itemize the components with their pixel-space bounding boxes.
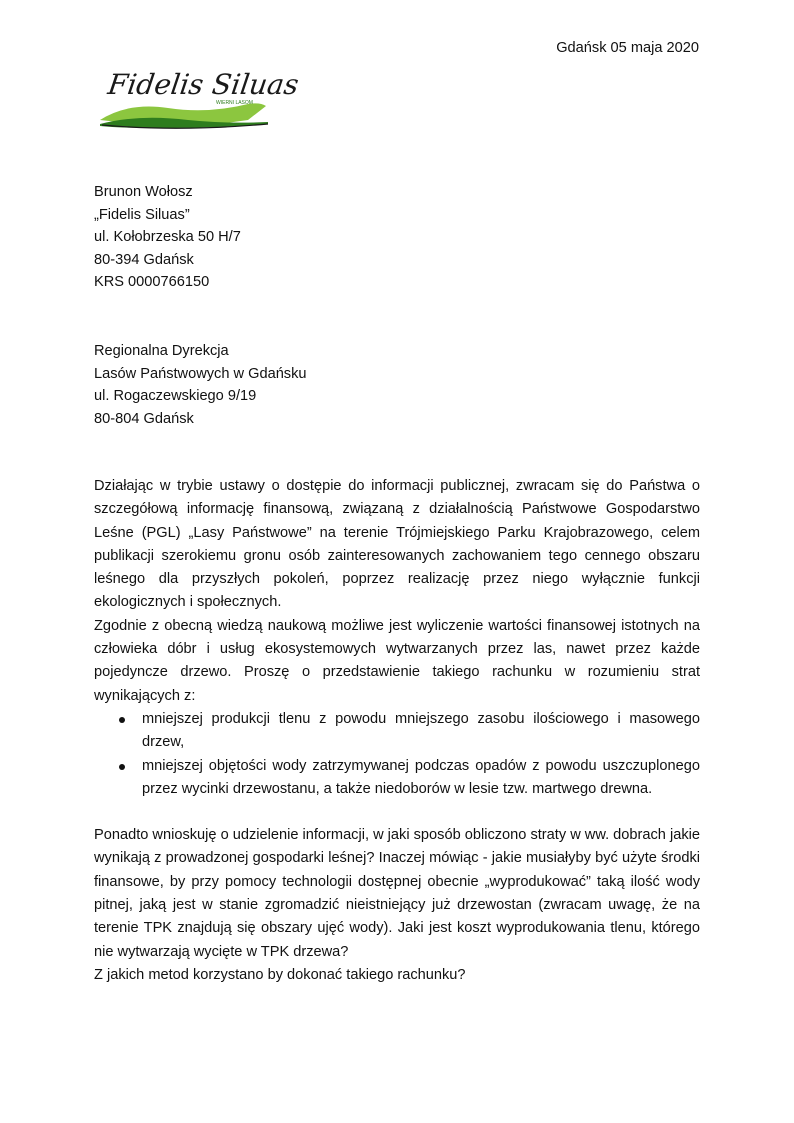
paragraph-request: Działając w trybie ustawy o dostępie do informacji publicznej, zwracam się do Państwa o szczegółową informację finansową, związaną z działalnością Państwowe Gospodarstwo Leśne (PGL) „Lasy Państwowe” na terenie Trójmiejskiego Parku Krajobrazowego, celem publikacji szerokiemu gronu osób zainteresowanych zachowaniem tego cennego obszaru leśnego dla przyszłych pokoleń, poprzez realizację przez niego wyłącznie funkcji ekologicznych i społecznych. [94, 478, 700, 611]
recipient-line-2: Lasów Państwowych w Gdańsku [94, 365, 307, 382]
list-item-text: mniejszej produkcji tlenu z powodu mniejszego zasobu ilościowego i masowego drzew, [142, 710, 700, 751]
sender-organization: „Fidelis Siluas” [94, 206, 190, 223]
fidelis-siluas-logo [98, 58, 301, 130]
sender-street: ul. Kołobrzeska 50 H/7 [94, 229, 241, 245]
sender-city: 80-394 Gdańsk [94, 251, 194, 268]
letter-body [94, 475, 700, 987]
recipient-street: ul. Rogaczewskiego 9/19 [94, 388, 257, 404]
bullet-icon [119, 717, 125, 723]
recipient-city: 80-804 Gdańsk [94, 410, 194, 427]
losses-list [94, 708, 700, 801]
recipient-address [94, 340, 700, 430]
sender-krs: KRS 0000766150 [94, 274, 210, 290]
paragraph-ecosystem-services: Zgodnie z obecną wiedzą naukową możliwe jest wyliczenie wartości finansowej istotnych na człowieka dóbr i usług ekosystemowych wytwarzanych przez las, nawet przez każde pojedyncze drzewo. Proszę o przedstawienie takiego rachunku w rozumieniu strat wynikających z: [94, 617, 700, 704]
paragraph-calculation-request: Ponadto wnioskuję o udzielenie informacji, w jaki sposób obliczono straty w ww. dobrach jakie wynikają z prowadzonej gospodarki leśnej? Inaczej mówiąc - jakie musiałyby być użyte środki finansowe, by przy pomocy technologii dostępnej obecnie „wyprodukować” taką ilość wody pitnej, jaką jest w stanie zgromadzić nieistniejący już drzewostan (zwracam uwagę, że na terenie TPK znajdują się obszary ujęć wody). Jaki jest koszt wyprodukowania tlenu, którego nie wytwarzają wycięte w TPK drzewa? [94, 827, 700, 960]
letter-date: Gdańsk 05 maja 2020 [556, 40, 699, 56]
paragraph-spacer [94, 801, 700, 824]
bullet-icon [119, 764, 125, 770]
logo-wordmark: Fidelis Siluas [105, 68, 301, 101]
sender-name: Brunon Wołosz [94, 184, 193, 200]
list-item [94, 708, 700, 755]
list-item [94, 755, 700, 802]
recipient-line-1: Regionalna Dyrekcja [94, 343, 229, 359]
sender-address [94, 181, 700, 294]
paragraph-methods-question: Z jakich metod korzystano by dokonać takiego rachunku? [94, 966, 466, 983]
list-item-text: mniejszej objętości wody zatrzymywanej podczas opadów z powodu uszczuplonego przez wycinki drzewostanu, a także niedoborów w lesie tzw. martwego drewna. [142, 757, 700, 797]
logo-tagline: WIERNI LASOM [216, 100, 253, 106]
